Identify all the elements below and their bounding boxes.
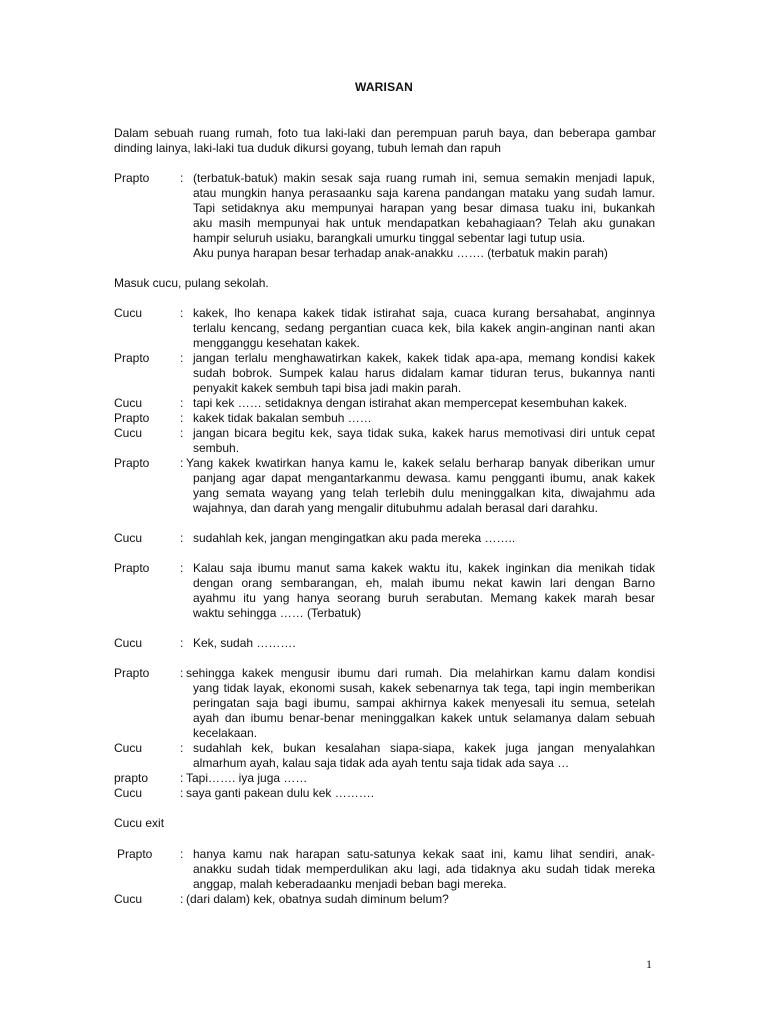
dialogue-text: Tapi……. iya juga …… — [186, 771, 308, 785]
speaker-colon: : — [180, 741, 184, 755]
dialogue-text: tapi kek …… setidaknya dengan istirahat akan mempercepat kesembuhan kakek. — [193, 396, 628, 410]
speaker-name: Prapto — [114, 456, 150, 470]
speaker-name: Prapto — [114, 171, 150, 185]
scene-description-line: dinding lainya, laki-laki tua duduk dikursi goyang, tubuh lemah dan rapuh — [114, 141, 501, 155]
speaker-colon: : — [180, 396, 184, 410]
speaker-name: Cucu — [114, 396, 143, 410]
dialogue-text: jangan bicara begitu kek, saya tidak suka, kakek harus memotivasi diri untuk cepat — [193, 426, 655, 440]
dialogue-text: wajahnya, dan darah yang mengalir ditubuhmu adalah berasal dari darahku. — [193, 501, 598, 515]
dialogue-text: almarhum ayah, kalau saja tidak ada ayah tentu saja tidak ada saya … — [193, 756, 570, 770]
dialogue-text: kakek, lho kenapa kakek tidak istirahat saja, cuaca kurang bersahabat, anginnya — [193, 306, 655, 320]
document-title: WARISAN — [354, 80, 414, 94]
dialogue-text: sudahlah kek, jangan mengingatkan aku pada mereka …….. — [193, 531, 516, 545]
speaker-colon: : — [180, 892, 184, 906]
dialogue-text: kecelakaan. — [193, 726, 258, 740]
speaker-name: Cucu — [114, 786, 143, 800]
dialogue-text: aku masih mempunyai hak untuk mendapatkan kebahagiaan? Telah aku gunakan — [193, 216, 655, 230]
dialogue-text: mengganggu kesehatan kakek. — [193, 336, 360, 350]
dialogue-text: (terbatuk-batuk) makin sesak saja ruang rumah ini, semua semakin menjadi lapuk, — [193, 171, 655, 185]
speaker-name: Prapto — [114, 666, 150, 680]
speaker-name: Cucu — [114, 426, 143, 440]
stage-direction: Masuk cucu, pulang sekolah. — [114, 276, 269, 290]
speaker-name: prapto — [114, 771, 149, 785]
dialogue-text: sudahlah kek, bukan kesalahan siapa-siapa, kakek juga jangan menyalahkan — [193, 741, 655, 755]
speaker-name: Prapto — [114, 561, 150, 575]
dialogue-text: hanya kamu nak harapan satu-satunya kekak saat ini, kamu lihat sendiri, anak- — [193, 847, 655, 861]
dialogue-text: sudah bobrok. Sumpek kalau harus didalam kamar tiduran terus, bukannya nanti — [193, 366, 655, 380]
dialogue-text: Kek, sudah ………. — [193, 636, 296, 650]
speaker-colon: : — [180, 786, 184, 800]
dialogue-text: (dari dalam) kek, obatnya sudah diminum belum? — [186, 892, 449, 906]
dialogue-text: jangan terlalu menghawatirkan kakek, kakek tidak apa-apa, memang kondisi kakek — [193, 351, 655, 365]
dialogue-text: yang semata wayang yang telah terlebih dulu meninggalkan kita, diwajahmu ada — [193, 486, 655, 500]
speaker-colon: : — [180, 666, 184, 680]
dialogue-text: ayah dan ibumu benar-benar meninggalkan kakek untuk selamanya dalam sebuah — [193, 711, 655, 725]
page-number: 1 — [646, 957, 652, 971]
dialogue-text: anakku sudah tidak memperdulikan aku lagi, ada tidaknya aku sudah tidak mereka — [193, 862, 655, 876]
dialogue-text: atau mungkin hanya perasaanku saja karena pandangan mataku yang sudah lamur. — [193, 186, 655, 200]
scene-description — [114, 126, 656, 156]
dialogue-text: sembuh. — [193, 441, 240, 455]
speaker-name: Cucu — [114, 636, 143, 650]
scene-description-line: Dalam sebuah ruang rumah, foto tua laki-laki dan perempuan paruh baya, dan beberapa gambar — [114, 126, 656, 140]
speaker-colon: : — [180, 561, 184, 575]
speaker-name: Prapto — [114, 411, 150, 425]
speaker-name: Cucu — [114, 531, 143, 545]
speaker-name: Cucu — [114, 892, 143, 906]
dialogue-text: Tapi setidaknya aku mempunyai harapan yang besar dimasa tuaku ini, bukankah — [193, 201, 655, 215]
speaker-name: Cucu — [114, 306, 143, 320]
dialogue-text: kakek tidak bakalan sembuh …… — [193, 411, 372, 425]
speaker-colon: : — [180, 171, 184, 185]
dialogue-text: anggap, malah keberadaanku menjadi beban bagi mereka. — [193, 877, 507, 891]
dialogue-text: dengan orang sembarangan, eh, malah ibumu nekat kawin lari dengan Barno — [193, 576, 655, 590]
dialogue-text: waktu sehingga …… (Terbatuk) — [193, 606, 362, 620]
dialogue-text: Aku punya harapan besar terhadap anak-anakku ……. (terbatuk makin parah) — [193, 246, 608, 260]
speaker-colon: : — [180, 306, 184, 320]
dialogue-text: Kalau saja ibumu manut sama kakek waktu itu, kakek inginkan dia menikah tidak — [193, 561, 655, 575]
dialogue-text: saya ganti pakean dulu kek ………. — [186, 786, 375, 800]
speaker-colon: : — [180, 411, 184, 425]
speaker-colon: : — [180, 456, 184, 470]
speaker-colon: : — [180, 771, 184, 785]
speaker-colon: : — [180, 531, 184, 545]
speaker-name: Cucu — [114, 741, 143, 755]
dialogue-text: sehingga kakek mengusir ibumu dari rumah. Dia melahirkan kamu dalam kondisi — [186, 666, 655, 680]
speaker-name: Prapto — [114, 351, 150, 365]
dialogue-text: peringatan saja bagi ibumu, sampai akhirnya kakek menyesali itu semua, setelah — [193, 696, 655, 710]
dialogue-text: ayahmu itu yang hanya seorang buruh serabutan. Memang kakek marah besar — [193, 591, 655, 605]
speaker-colon: : — [180, 636, 184, 650]
dialogue-text: penyakit kakek sembuh tapi bisa jadi makin parah. — [193, 381, 462, 395]
dialogue-text: hampir seluruh usiaku, barangkali umurku tinggal sebentar lagi tutup usia. — [193, 231, 586, 245]
speaker-colon: : — [180, 847, 184, 861]
speaker-name: Prapto — [117, 847, 153, 861]
speaker-colon: : — [180, 426, 184, 440]
dialogue-text: Yang kakek kwatirkan hanya kamu le, kakek selalu berharap banyak diberikan umur — [186, 456, 655, 470]
dialogue-text: panjang agar dapat mengantarkanmu dewasa. kamu pengganti ibumu, anak kakek — [193, 471, 655, 485]
dialogue-text: yang tidak layak, ekonomi susah, kakek sebenarnya tak tega, tapi ingin memberikan — [193, 681, 655, 695]
stage-direction: Cucu exit — [114, 816, 165, 830]
dialogue-text: terlalu kencang, sedang pergantian cuaca kek, bila kakek angin-anginan nanti akan — [193, 321, 655, 335]
speaker-colon: : — [180, 351, 184, 365]
